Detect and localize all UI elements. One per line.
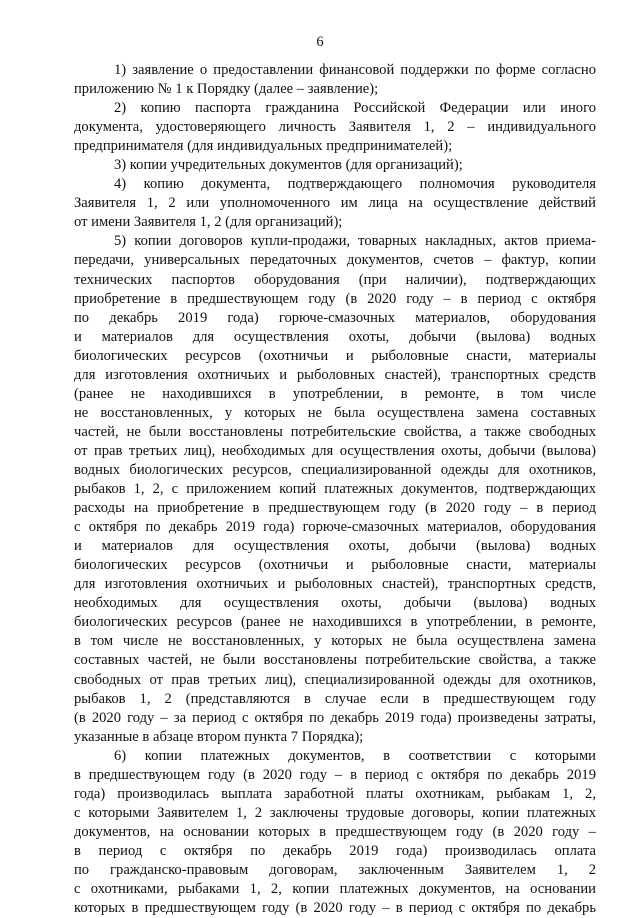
- paragraph-line: 3) копии учредительных документов (для организаций);: [114, 157, 463, 174]
- paragraph-line: в период с октября по декабрь 2019 года) производилась оплата: [74, 842, 596, 859]
- document-body: [74, 61, 596, 918]
- paragraph-line: передачи, универсальных передаточных документов, счетов – фактур, копии: [74, 252, 596, 269]
- paragraph-line: по декабрь 2019 года) горюче-смазочных материалов, оборудования: [74, 309, 596, 326]
- paragraph-line: документа, удостоверяющего личность Заявителя 1, 2 – индивидуального: [74, 119, 596, 136]
- paragraph-line: 5) копии договоров купли-продажи, товарных накладных, актов приема-: [114, 233, 596, 250]
- paragraph-line: (в 2020 году – за период с октября по декабрь 2019 года) произведены затраты,: [74, 709, 596, 726]
- paragraph-line: расходы на приобретение в предшествующем году (в 2020 году – в период: [74, 500, 596, 517]
- paragraph-line: с октября по декабрь 2019 года) горюче-смазочных материалов, оборудования: [74, 519, 596, 536]
- paragraph-line: частей, не были восстановлены потребительские свойства, а также свободных: [74, 423, 596, 440]
- paragraph-line: от прав третьих лиц), необходимых для осуществления охоты, добычи (вылова): [74, 442, 596, 459]
- paragraph-line: 4) копию документа, подтверждающего полномочия руководителя: [114, 176, 596, 193]
- paragraph-line: составных частей, не были восстановлены потребительские свойства, а также: [74, 652, 596, 669]
- paragraph-line: с которыми Заявителем 1, 2 заключены трудовые договоры, копии платежных: [74, 804, 596, 821]
- paragraph-p4: [74, 175, 596, 232]
- paragraph-p6: [74, 747, 596, 918]
- page-number: 6: [316, 34, 324, 50]
- paragraph-line: рыбаков 1, 2, с приложением копий платежных документов, подтверждающих: [74, 481, 596, 498]
- paragraph-line: документов, на основании которых в предшествующем году (в 2020 году –: [74, 823, 596, 840]
- paragraph-line: 2) копию паспорта гражданина Российской Федерации или иного: [114, 100, 596, 117]
- paragraph-line: с охотниками, рыбаками 1, 2, копии платежных документов, на основании: [74, 881, 596, 898]
- paragraph-line: 6) копии платежных документов, в соответствии с которыми: [114, 747, 596, 764]
- paragraph-line: в предшествующем году (в 2020 году – в период с октября по декабрь 2019: [74, 766, 596, 783]
- paragraph-line: которых в предшествующем году (в 2020 году – в период с октября по декабрь: [74, 900, 596, 917]
- paragraph-p1: [74, 61, 596, 99]
- paragraph-line: Заявителя 1, 2 или уполномоченного им лица на осуществление действий: [74, 195, 596, 212]
- paragraph-line: предпринимателя (для индивидуальных предпринимателей);: [74, 138, 453, 155]
- paragraph-line: от имени Заявителя 1, 2 (для организаций);: [74, 214, 343, 231]
- paragraph-line: 1) заявление о предоставлении финансовой поддержки по форме согласно: [114, 62, 596, 78]
- paragraph-line: и материалов для осуществления охоты, добычи (вылова) водных: [74, 538, 596, 555]
- paragraph-line: технических паспортов оборудования (при наличии), подтверждающих: [74, 271, 596, 288]
- paragraph-line: по гражданско-правовым договорам, заключенным Заявителем 1, 2: [74, 861, 596, 878]
- paragraph-line: не восстановленных, у которых не была осуществлена замена составных: [74, 404, 596, 421]
- paragraph-line: для изготовления охотничьих и рыболовных снастей), транспортных средств: [74, 366, 596, 383]
- paragraph-line: приложению № 1 к Порядку (далее – заявление);: [74, 81, 379, 98]
- paragraph-line: биологических ресурсов (охотничьи и рыболовные снасти, материалы: [74, 557, 596, 574]
- paragraph-line: рыбаков 1, 2 (представляются в случае если в предшествующем году: [74, 690, 596, 707]
- paragraph-p5: [74, 232, 596, 746]
- paragraph-line: (ранее не находившихся в употреблении, в ремонте, в том числе: [74, 385, 596, 402]
- paragraph-line: биологических ресурсов (ранее не находившихся в употреблении, в ремонте,: [74, 614, 596, 631]
- paragraph-line: и материалов для осуществления охоты, добычи (вылова) водных: [74, 328, 596, 345]
- paragraph-line: года) производилась выплата заработной платы охотникам, рыбакам 1, 2,: [74, 785, 596, 802]
- paragraph-line: необходимых для осуществления охоты, добычи (вылова) водных: [74, 595, 596, 612]
- paragraph-line: водных биологических ресурсов, специализированной одежды для охотников,: [74, 461, 596, 478]
- paragraph-line: для изготовления охотничьих и рыболовных снастей), транспортных средств,: [74, 576, 596, 593]
- paragraph-p3: [74, 156, 596, 175]
- paragraph-line: указанные в абзаце втором пункта 7 Порядка);: [74, 728, 364, 745]
- paragraph-line: приобретение в предшествующем году (в 2020 году – в период с октября: [74, 290, 596, 307]
- paragraph-line: свободных от прав третьих лиц), специализированной одежды для охотников,: [74, 671, 596, 688]
- paragraph-p2: [74, 99, 596, 156]
- paragraph-line: в том числе не восстановленных, у которых не была осуществлена замена: [74, 633, 596, 650]
- paragraph-line: биологических ресурсов (охотничьи и рыболовные снасти, материалы: [74, 347, 596, 364]
